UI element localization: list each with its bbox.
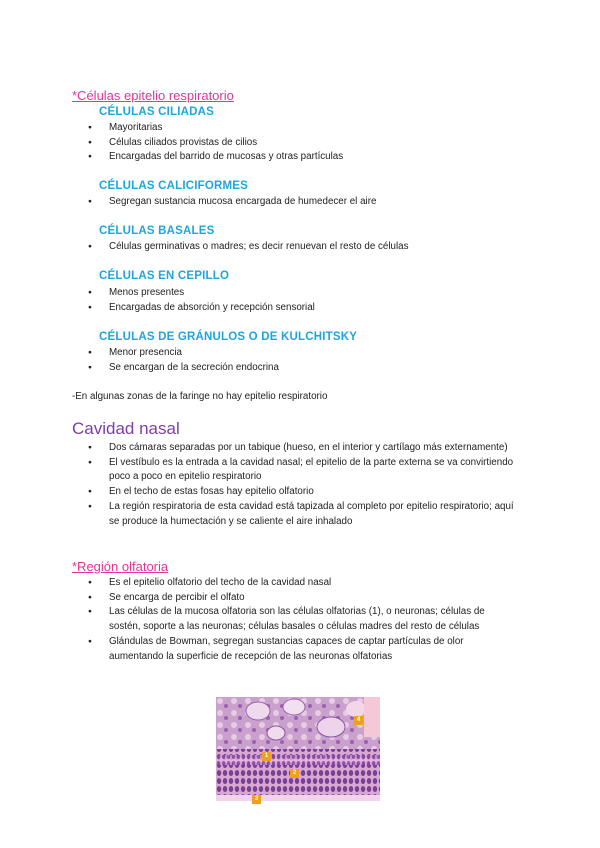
cavidad-title: Cavidad nasal: [72, 419, 180, 438]
figure-label: 1: [262, 752, 271, 761]
list-item: ● Células ciliados provistas de cilios: [88, 136, 518, 151]
list-item: ● En el techo de estas fosas hay epitelio olfatorio: [88, 485, 518, 500]
figure-label: 3: [252, 795, 261, 804]
list-item: ● Encargadas del barrido de mucosas y otras partículas: [88, 150, 518, 165]
ciliadas-list: [88, 121, 518, 165]
figure-label: 4: [354, 716, 363, 725]
figure-label: 2: [290, 769, 299, 778]
kulchitsky-list: [88, 346, 518, 375]
list-item: ● Se encarga de percibir el olfato: [88, 591, 518, 606]
olfatoria-heading: *Región olfatoria: [72, 559, 169, 574]
basales-title: CÉLULAS BASALES: [99, 225, 215, 237]
list-item: ● El vestíbulo es la entrada a la cavidad nasal; el epitelio de la parte externa se va convirtiendo poco a poco en epitelio respiratorio: [88, 456, 518, 485]
kulchitsky-title: CÉLULAS DE GRÁNULOS O DE KULCHITSKY: [99, 331, 358, 343]
list-item: ● La región respiratoria de esta cavidad está tapizada al completo por epitelio respiratorio; aquí se produce la humectación y se caliente el aire inhalado: [88, 500, 518, 529]
caliciformes-title: CÉLULAS CALICIFORMES: [99, 180, 249, 192]
list-item: ● Es el epitelio olfatorio del techo de la cavidad nasal: [88, 576, 518, 591]
list-item: ● Se encargan de la secreción endocrina: [88, 361, 518, 376]
list-item: ● Segregan sustancia mucosa encargada de humedecer el aire: [88, 195, 518, 210]
epitelio-heading: *Células epitelio respiratorio: [72, 88, 234, 103]
olfatoria-list: [88, 576, 518, 664]
list-item: ● Menos presentes: [88, 286, 518, 301]
list-item: ● Encargadas de absorción y recepción sensorial: [88, 301, 518, 316]
basales-list: [88, 240, 518, 255]
epitelio-note: -En algunas zonas de la faringe no hay epitelio respiratorio: [72, 391, 328, 402]
list-item: ● Glándulas de Bowman, segregan sustancias capaces de captar partículas de olor aumentando la superficie de recepción de las neuronas olfatorias: [88, 635, 518, 664]
list-item: ● Dos cámaras separadas por un tabique (hueso, en el interior y cartílago más externamente): [88, 441, 518, 456]
cepillo-title: CÉLULAS EN CEPILLO: [99, 270, 230, 282]
ciliadas-title: CÉLULAS CILIADAS: [99, 106, 215, 118]
list-item: ● Células germinativas o madres; es decir renuevan el resto de células: [88, 240, 518, 255]
olfactory-epithelium-micrograph: [216, 697, 380, 807]
list-item: ● Mayoritarias: [88, 121, 518, 136]
cavidad-list: [88, 441, 518, 529]
cepillo-list: [88, 286, 518, 315]
list-item: ● Las células de la mucosa olfatoria son las células olfatorias (1), o neuronas; células de sostén, soporte a las neuronas; células basales o células madres del resto de células: [88, 605, 518, 634]
caliciformes-list: [88, 195, 518, 210]
list-item: ● Menor presencia: [88, 346, 518, 361]
